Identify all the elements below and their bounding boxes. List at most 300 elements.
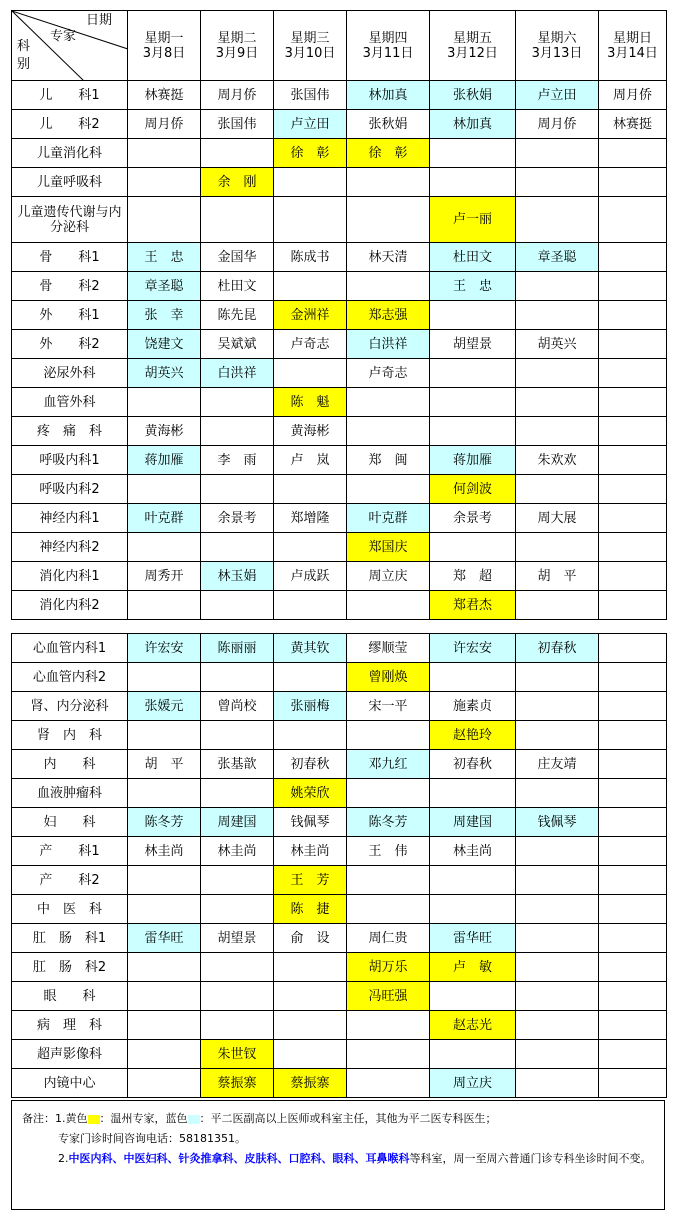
doctor-cell: 周建国: [430, 808, 516, 837]
corner-expert-label: 专家: [50, 29, 77, 44]
doctor-cell: [201, 475, 274, 504]
schedule-row: [12, 1069, 667, 1098]
doctor-cell: 饶建文: [128, 330, 201, 359]
doctor-cell: [430, 388, 516, 417]
doctor-cell: 张媛元: [128, 692, 201, 721]
doctor-cell: 周月侨: [128, 110, 201, 139]
day-name: 星期三: [290, 30, 330, 46]
note2-rest: 等科室，周一至周六普通门诊专科坐诊时间不变。: [409, 1152, 652, 1165]
doctor-cell: [599, 866, 667, 895]
doctor-cell: [516, 272, 599, 301]
doctor-cell: 叶克群: [128, 504, 201, 533]
schedule-row: [12, 924, 667, 953]
header-row: [12, 11, 667, 81]
doctor-cell: [430, 895, 516, 924]
doctor-cell: 王 忠: [128, 243, 201, 272]
doctor-cell: 胡万乐: [347, 953, 430, 982]
doctor-cell: 周建国: [201, 808, 274, 837]
doctor-cell: 张丽梅: [274, 692, 347, 721]
doctor-cell: [274, 1040, 347, 1069]
doctor-cell: 白洪祥: [201, 359, 274, 388]
schedule-row: [12, 634, 667, 663]
header-day-5: [430, 11, 516, 81]
doctor-cell: [430, 982, 516, 1011]
schedule-row: [12, 110, 667, 139]
schedule-row: [12, 1040, 667, 1069]
doctor-cell: 赵志光: [430, 1011, 516, 1040]
doctor-cell: 胡英兴: [516, 330, 599, 359]
doctor-cell: [274, 272, 347, 301]
doctor-cell: [599, 982, 667, 1011]
department-cell: 血液肿瘤科: [12, 779, 128, 808]
doctor-cell: [599, 446, 667, 475]
schedule-row: [12, 504, 667, 533]
doctor-cell: [201, 895, 274, 924]
doctor-cell: 吴斌斌: [201, 330, 274, 359]
doctor-cell: 朱欢欢: [516, 446, 599, 475]
doctor-cell: 宋一平: [347, 692, 430, 721]
doctor-cell: [516, 663, 599, 692]
doctor-cell: 郑 超: [430, 562, 516, 591]
doctor-cell: 俞 设: [274, 924, 347, 953]
day-date: 3月9日: [215, 45, 259, 61]
doctor-cell: [201, 388, 274, 417]
doctor-cell: [599, 692, 667, 721]
corner-dept-label-1: 科: [17, 39, 31, 54]
doctor-cell: 初春秋: [516, 634, 599, 663]
doctor-cell: [128, 895, 201, 924]
doctor-cell: 许宏安: [128, 634, 201, 663]
day-date: 3月11日: [362, 45, 414, 61]
doctor-cell: [516, 301, 599, 330]
doctor-cell: [599, 837, 667, 866]
day-name: 星期五: [452, 30, 492, 46]
doctor-cell: 林圭尚: [201, 837, 274, 866]
doctor-cell: [599, 417, 667, 446]
header-day-2: [201, 11, 274, 81]
header-day-1: [128, 11, 201, 81]
day-name: 星期四: [368, 30, 408, 46]
doctor-cell: 朱世钗: [201, 1040, 274, 1069]
doctor-cell: [516, 388, 599, 417]
doctor-cell: 林加真: [347, 81, 430, 110]
doctor-cell: 徐 彰: [347, 139, 430, 168]
doctor-cell: 卢 岚: [274, 446, 347, 475]
doctor-cell: 杜田文: [430, 243, 516, 272]
doctor-cell: [128, 663, 201, 692]
doctor-cell: [599, 272, 667, 301]
schedule-row: [12, 272, 667, 301]
doctor-cell: [274, 663, 347, 692]
doctor-cell: 缪顺莹: [347, 634, 430, 663]
doctor-cell: [599, 808, 667, 837]
department-cell: 妇 科: [12, 808, 128, 837]
doctor-cell: [599, 750, 667, 779]
schedule-row: [12, 417, 667, 446]
schedule-row: [12, 953, 667, 982]
doctor-cell: [430, 779, 516, 808]
department-cell: 消化内科2: [12, 591, 128, 620]
doctor-cell: [516, 895, 599, 924]
doctor-cell: [430, 359, 516, 388]
doctor-cell: [347, 779, 430, 808]
doctor-cell: 胡望景: [201, 924, 274, 953]
doctor-cell: 卢奇志: [274, 330, 347, 359]
doctor-cell: 卢奇志: [347, 359, 430, 388]
doctor-cell: 郑君杰: [430, 591, 516, 620]
schedule-row: [12, 301, 667, 330]
doctor-cell: 庄友靖: [516, 750, 599, 779]
doctor-cell: 郑增隆: [274, 504, 347, 533]
department-cell: 病 理 科: [12, 1011, 128, 1040]
doctor-cell: 张 幸: [128, 301, 201, 330]
doctor-cell: [430, 417, 516, 446]
doctor-cell: [347, 1069, 430, 1098]
doctor-cell: 林天清: [347, 243, 430, 272]
department-cell: 血管外科: [12, 388, 128, 417]
doctor-cell: 杜田文: [201, 272, 274, 301]
doctor-cell: [201, 591, 274, 620]
department-cell: 肛 肠 科2: [12, 953, 128, 982]
doctor-cell: [128, 168, 201, 197]
doctor-cell: [201, 779, 274, 808]
doctor-cell: [599, 243, 667, 272]
day-name: 星期二: [217, 30, 257, 46]
doctor-cell: [347, 475, 430, 504]
schedule-row: [12, 866, 667, 895]
doctor-cell: [128, 866, 201, 895]
doctor-cell: [599, 924, 667, 953]
doctor-cell: [430, 1040, 516, 1069]
doctor-cell: 许宏安: [430, 634, 516, 663]
doctor-cell: [128, 591, 201, 620]
doctor-cell: [599, 953, 667, 982]
header-corner-cell: [12, 11, 128, 81]
doctor-cell: 章圣聪: [516, 243, 599, 272]
department-cell: 儿 科1: [12, 81, 128, 110]
department-cell: 儿童呼吸科: [12, 168, 128, 197]
schedule-row: [12, 663, 667, 692]
doctor-cell: 陈冬芳: [128, 808, 201, 837]
doctor-cell: [128, 197, 201, 243]
department-cell: 疼 痛 科: [12, 417, 128, 446]
schedule-table-1: [11, 10, 667, 620]
day-name: 星期日: [612, 30, 652, 46]
doctor-cell: [201, 663, 274, 692]
doctor-cell: 林圭尚: [128, 837, 201, 866]
doctor-cell: 胡望景: [430, 330, 516, 359]
note1-desc: ：平二医副高以上医师或科室主任，其他为平二医专科医生；: [199, 1112, 497, 1125]
doctor-cell: [274, 533, 347, 562]
doctor-cell: 卢立田: [516, 81, 599, 110]
day-name: 星期六: [537, 30, 577, 46]
doctor-cell: [516, 475, 599, 504]
doctor-cell: [599, 1040, 667, 1069]
doctor-cell: 周月侨: [599, 81, 667, 110]
schedule-row: [12, 446, 667, 475]
doctor-cell: 蔡振寨: [201, 1069, 274, 1098]
doctor-cell: [516, 721, 599, 750]
doctor-cell: 卢一丽: [430, 197, 516, 243]
schedule-row: [12, 692, 667, 721]
schedule-table-2: [11, 633, 667, 1098]
schedule-row: [12, 895, 667, 924]
doctor-cell: 黄海彬: [128, 417, 201, 446]
corner-date-label: 日期: [86, 13, 113, 28]
doctor-cell: 王 芳: [274, 866, 347, 895]
doctor-cell: [274, 591, 347, 620]
doctor-cell: [128, 475, 201, 504]
doctor-cell: [201, 197, 274, 243]
doctor-cell: [347, 895, 430, 924]
schedule-row: [12, 388, 667, 417]
doctor-cell: [599, 330, 667, 359]
doctor-cell: 蒋加雁: [128, 446, 201, 475]
schedule-row: [12, 243, 667, 272]
doctor-cell: 曾尚校: [201, 692, 274, 721]
doctor-cell: [201, 417, 274, 446]
doctor-cell: [599, 197, 667, 243]
schedule-row: [12, 1011, 667, 1040]
doctor-cell: 陈冬芳: [347, 808, 430, 837]
doctor-cell: [430, 533, 516, 562]
doctor-cell: 李 雨: [201, 446, 274, 475]
doctor-cell: 冯旺强: [347, 982, 430, 1011]
doctor-cell: 陈成书: [274, 243, 347, 272]
doctor-cell: 初春秋: [274, 750, 347, 779]
doctor-cell: [128, 721, 201, 750]
doctor-cell: [347, 866, 430, 895]
department-cell: 中 医 科: [12, 895, 128, 924]
department-cell: 产 科2: [12, 866, 128, 895]
doctor-cell: [599, 359, 667, 388]
day-date: 3月10日: [284, 45, 336, 61]
doctor-cell: [599, 895, 667, 924]
schedule-row: [12, 475, 667, 504]
doctor-cell: [430, 168, 516, 197]
department-cell: 泌尿外科: [12, 359, 128, 388]
doctor-cell: 蔡振寨: [274, 1069, 347, 1098]
schedule-row: [12, 591, 667, 620]
doctor-cell: [516, 359, 599, 388]
department-cell: 儿 科2: [12, 110, 128, 139]
department-cell: 心血管内科2: [12, 663, 128, 692]
doctor-cell: [347, 388, 430, 417]
schedule-row: [12, 81, 667, 110]
doctor-cell: 周大展: [516, 504, 599, 533]
schedule-row: [12, 139, 667, 168]
doctor-cell: [201, 1011, 274, 1040]
doctor-cell: [128, 779, 201, 808]
doctor-cell: [201, 533, 274, 562]
doctor-cell: [599, 634, 667, 663]
doctor-cell: [347, 1040, 430, 1069]
doctor-cell: 王 伟: [347, 837, 430, 866]
doctor-cell: 王 忠: [430, 272, 516, 301]
doctor-cell: [347, 197, 430, 243]
doctor-cell: 卢成跃: [274, 562, 347, 591]
schedule-row: [12, 750, 667, 779]
doctor-cell: [347, 272, 430, 301]
note2-number: 2.: [58, 1152, 69, 1165]
doctor-cell: 陈先昆: [201, 301, 274, 330]
doctor-cell: 郑志强: [347, 301, 430, 330]
doctor-cell: 徐 彰: [274, 139, 347, 168]
doctor-cell: [430, 866, 516, 895]
doctor-cell: [347, 721, 430, 750]
doctor-cell: [347, 591, 430, 620]
department-cell: 肾 内 科: [12, 721, 128, 750]
doctor-cell: [274, 721, 347, 750]
doctor-cell: 雷华旺: [430, 924, 516, 953]
doctor-cell: 张基歆: [201, 750, 274, 779]
department-cell: 骨 科1: [12, 243, 128, 272]
doctor-cell: 邓九红: [347, 750, 430, 779]
doctor-cell: [201, 982, 274, 1011]
day-date: 3月8日: [142, 45, 186, 61]
doctor-cell: 白洪祥: [347, 330, 430, 359]
doctor-cell: [599, 663, 667, 692]
doctor-cell: [128, 1040, 201, 1069]
doctor-cell: [201, 721, 274, 750]
doctor-cell: [274, 982, 347, 1011]
doctor-cell: 金国华: [201, 243, 274, 272]
schedule-row: [12, 982, 667, 1011]
doctor-cell: [516, 591, 599, 620]
header-day-7: [599, 11, 667, 81]
department-cell: 儿童消化科: [12, 139, 128, 168]
doctor-cell: 郑 闽: [347, 446, 430, 475]
doctor-cell: [430, 139, 516, 168]
doctor-cell: 张秋娟: [430, 81, 516, 110]
doctor-cell: 周月侨: [516, 110, 599, 139]
doctor-cell: [347, 417, 430, 446]
doctor-cell: [128, 1069, 201, 1098]
doctor-cell: [516, 197, 599, 243]
doctor-cell: 叶克群: [347, 504, 430, 533]
doctor-cell: [128, 388, 201, 417]
doctor-cell: 林玉娟: [201, 562, 274, 591]
doctor-cell: [516, 953, 599, 982]
department-cell: 产 科1: [12, 837, 128, 866]
doctor-cell: [430, 301, 516, 330]
blue-swatch: [188, 1115, 200, 1124]
doctor-cell: 余景考: [201, 504, 274, 533]
day-date: 3月13日: [531, 45, 583, 61]
schedule-row: [12, 837, 667, 866]
schedule-row: [12, 359, 667, 388]
note2-departments: 中医内科、中医妇科、针灸推拿科、皮肤科、口腔科、眼科、耳鼻喉科: [68, 1152, 410, 1165]
doctor-cell: 周月侨: [201, 81, 274, 110]
doctor-cell: 陈 魁: [274, 388, 347, 417]
doctor-cell: [274, 359, 347, 388]
doctor-cell: [516, 837, 599, 866]
doctor-cell: [599, 591, 667, 620]
doctor-cell: 黄海彬: [274, 417, 347, 446]
doctor-cell: [274, 953, 347, 982]
schedule-row: [12, 533, 667, 562]
doctor-cell: [274, 197, 347, 243]
doctor-cell: [128, 139, 201, 168]
doctor-cell: 钱佩琴: [516, 808, 599, 837]
doctor-cell: 姚荣欣: [274, 779, 347, 808]
schedule-row: [12, 330, 667, 359]
doctor-cell: 赵艳玲: [430, 721, 516, 750]
doctor-cell: 曾刚焕: [347, 663, 430, 692]
doctor-cell: 蒋加雁: [430, 446, 516, 475]
doctor-cell: 金洲祥: [274, 301, 347, 330]
day-date: 3月12日: [447, 45, 498, 61]
doctor-cell: [347, 168, 430, 197]
schedule-row: [12, 721, 667, 750]
department-cell: 儿童遗传代谢与内分泌科: [12, 197, 128, 243]
note1-yellow-text: 1.黄色: [55, 1112, 88, 1125]
department-cell: 内镜中心: [12, 1069, 128, 1098]
doctor-cell: 钱佩琴: [274, 808, 347, 837]
department-cell: 神经内科1: [12, 504, 128, 533]
doctor-cell: [430, 663, 516, 692]
doctor-cell: 陈 捷: [274, 895, 347, 924]
department-cell: 超声影像科: [12, 1040, 128, 1069]
doctor-cell: 张国伟: [201, 110, 274, 139]
doctor-cell: 陈丽丽: [201, 634, 274, 663]
header-day-4: [347, 11, 430, 81]
doctor-cell: 林赛挺: [128, 81, 201, 110]
doctor-cell: [516, 139, 599, 168]
doctor-cell: [516, 692, 599, 721]
doctor-cell: [201, 866, 274, 895]
doctor-cell: [599, 533, 667, 562]
department-cell: 心血管内科1: [12, 634, 128, 663]
schedule-row: [12, 779, 667, 808]
doctor-cell: 初春秋: [430, 750, 516, 779]
doctor-cell: [516, 1069, 599, 1098]
schedule-row: [12, 197, 667, 243]
doctor-cell: 章圣聪: [128, 272, 201, 301]
doctor-cell: 余景考: [430, 504, 516, 533]
doctor-cell: 余 刚: [201, 168, 274, 197]
doctor-cell: [274, 1011, 347, 1040]
department-cell: 骨 科2: [12, 272, 128, 301]
doctor-cell: [516, 533, 599, 562]
schedule-row: [12, 808, 667, 837]
doctor-cell: 林赛挺: [599, 110, 667, 139]
day-name: 星期一: [144, 30, 184, 46]
doctor-cell: [516, 924, 599, 953]
doctor-cell: [599, 1011, 667, 1040]
doctor-cell: [599, 1069, 667, 1098]
doctor-cell: 何剑波: [430, 475, 516, 504]
doctor-cell: 周秀开: [128, 562, 201, 591]
doctor-cell: 周立庆: [347, 562, 430, 591]
doctor-cell: 施素贞: [430, 692, 516, 721]
doctor-cell: 林加真: [430, 110, 516, 139]
doctor-cell: 张秋娟: [347, 110, 430, 139]
note-phone-line: 专家门诊时间咨询电话：58181351。: [58, 1132, 246, 1145]
doctor-cell: [599, 504, 667, 533]
department-cell: 肛 肠 科1: [12, 924, 128, 953]
day-date: 3月14日: [607, 45, 658, 61]
doctor-cell: [599, 475, 667, 504]
doctor-cell: [516, 982, 599, 1011]
doctor-cell: [599, 721, 667, 750]
doctor-cell: [274, 168, 347, 197]
doctor-cell: [599, 562, 667, 591]
schedule-row: [12, 562, 667, 591]
yellow-swatch: [88, 1115, 100, 1124]
doctor-cell: [516, 779, 599, 808]
department-cell: 肾、内分泌科: [12, 692, 128, 721]
